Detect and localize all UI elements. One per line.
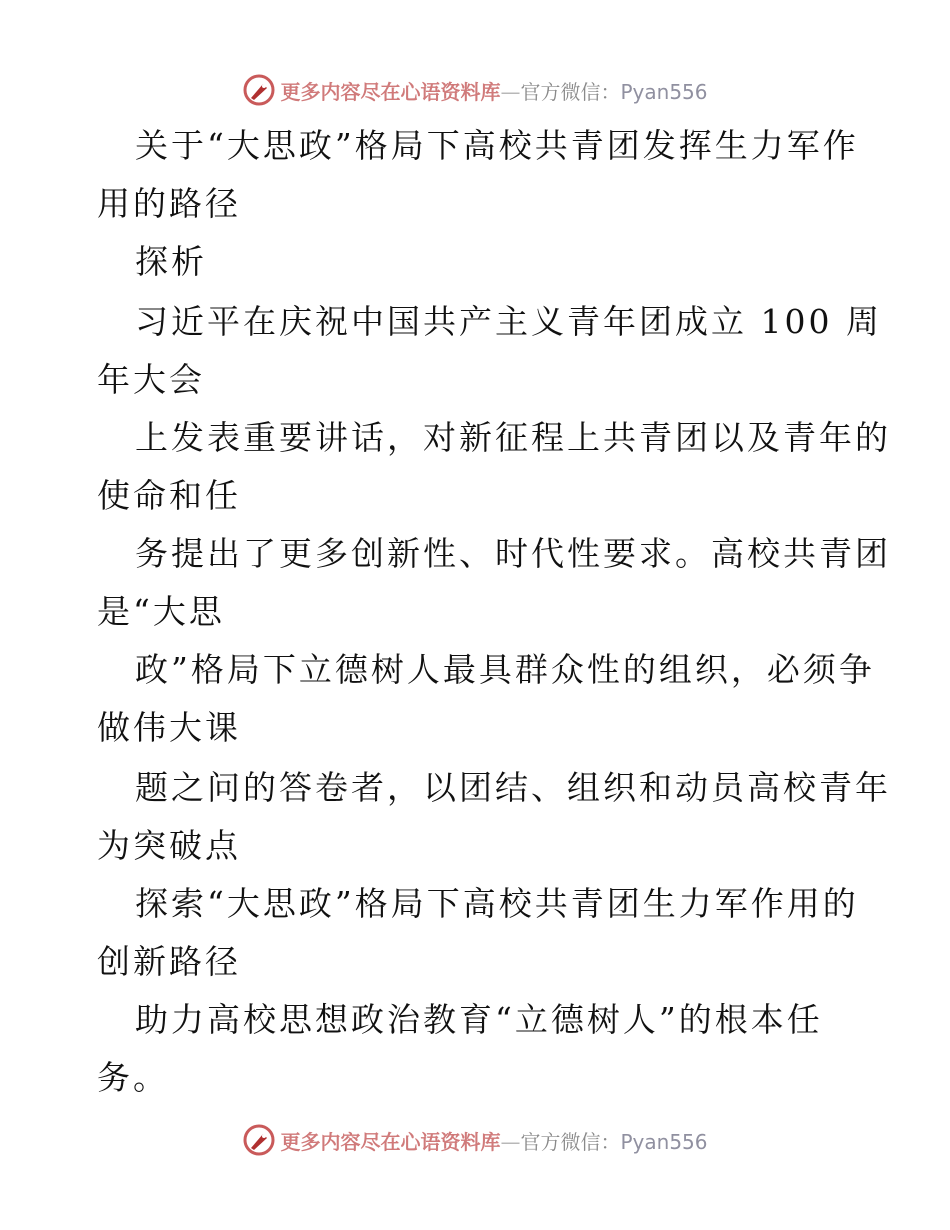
banner-dash: — (500, 79, 521, 104)
text-line: 政”格局下立德树人最具群众性的组织，必须争 (135, 650, 875, 689)
text-line: 做伟大课 (97, 708, 241, 747)
text-line: 务。 (97, 1058, 169, 1097)
banner-label: 官方微信： (520, 1129, 621, 1154)
text-line: 探析 (135, 242, 207, 281)
pen-nib-circle-icon (242, 1123, 276, 1157)
text-line: 使命和任 (97, 476, 241, 515)
banner-dash: — (500, 1129, 521, 1154)
text-line: 务提出了更多创新性、时代性要求。高校共青团 (135, 534, 891, 573)
text-line: 用的路径 (97, 184, 241, 223)
pen-nib-circle-icon (242, 73, 276, 107)
text-line: 题之问的答卷者，以团结、组织和动员高校青年 (135, 768, 891, 807)
text-line: 上发表重要讲话，对新征程上共青团以及青年的 (135, 418, 891, 457)
text-line: 创新路径 (97, 942, 241, 981)
banner-label: 官方微信： (520, 79, 621, 104)
text-line: 助力高校思想政治教育“立德树人”的根本任 (135, 1000, 823, 1039)
banner-wechat-id: Pyan556 (620, 79, 708, 104)
text-line: 习近平在庆祝中国共产主义青年团成立 100 周 (135, 302, 882, 341)
banner-main: 更多内容尽在心语资料库 (280, 1129, 501, 1154)
banner-text (280, 1126, 707, 1155)
text-line: 年大会 (97, 360, 205, 399)
footer-banner (0, 1120, 950, 1160)
header-banner (0, 70, 950, 110)
text-line: 为突破点 (97, 826, 241, 865)
banner-main: 更多内容尽在心语资料库 (280, 79, 501, 104)
banner-text (280, 76, 707, 105)
text-line: 关于“大思政”格局下高校共青团发挥生力军作 (135, 126, 859, 165)
text-line: 是“大思 (97, 592, 225, 631)
banner-wechat-id: Pyan556 (620, 1129, 708, 1154)
text-line: 探索“大思政”格局下高校共青团生力军作用的 (135, 884, 859, 923)
